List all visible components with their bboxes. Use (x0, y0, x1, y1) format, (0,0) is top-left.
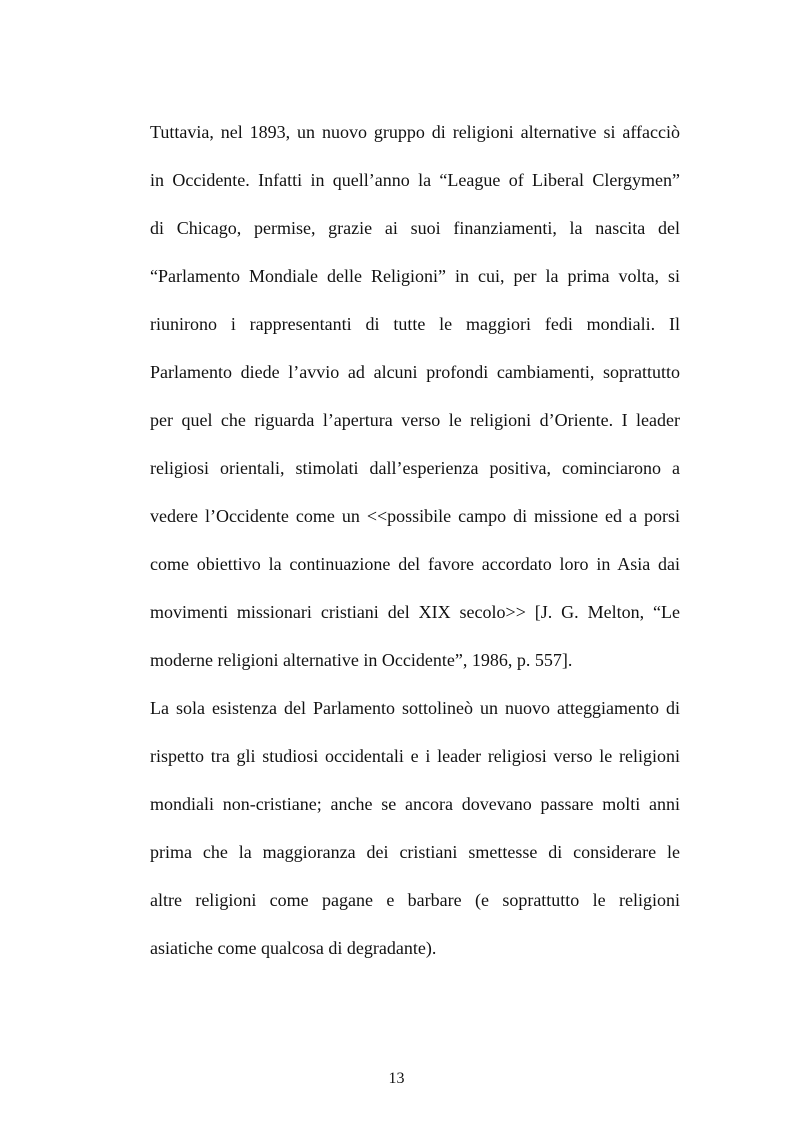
text-line: altre religioni come pagane e barbare (e soprattutto le religioni (150, 890, 680, 910)
text-line: La sola esistenza del Parlamento sottolineò un nuovo atteggiamento di (150, 698, 680, 718)
text-line: riunirono i rappresentanti di tutte le maggiori fedi mondiali. Il (150, 314, 680, 334)
text-line: moderne religioni alternative in Occidente”, 1986, p. 557]. (150, 650, 573, 670)
text-line: per quel che riguarda l’apertura verso le religioni d’Oriente. I leader (150, 410, 680, 430)
text-line: di Chicago, permise, grazie ai suoi finanziamenti, la nascita del (150, 218, 680, 238)
text-line: Parlamento diede l’avvio ad alcuni profondi cambiamenti, soprattutto (150, 362, 680, 382)
text-line: Tuttavia, nel 1893, un nuovo gruppo di religioni alternative si affacciò (150, 122, 680, 142)
text-line: in Occidente. Infatti in quell’anno la “League of Liberal Clergymen” (150, 170, 680, 190)
text-line: religiosi orientali, stimolati dall’esperienza positiva, cominciarono a (150, 458, 680, 478)
text-line: come obiettivo la continuazione del favore accordato loro in Asia dai (150, 554, 680, 574)
text-line: asiatiche come qualcosa di degradante). (150, 938, 437, 958)
text-line: prima che la maggioranza dei cristiani smettesse di considerare le (150, 842, 680, 862)
text-line: mondiali non-cristiane; anche se ancora dovevano passare molti anni (150, 794, 680, 814)
text-line: movimenti missionari cristiani del XIX secolo>> [J. G. Melton, “Le (150, 602, 680, 622)
text-line: “Parlamento Mondiale delle Religioni” in cui, per la prima volta, si (150, 266, 680, 286)
text-line: vedere l’Occidente come un <<possibile campo di missione ed a porsi (150, 506, 680, 526)
text-line: rispetto tra gli studiosi occidentali e i leader religiosi verso le religioni (150, 746, 680, 766)
page-number: 13 (388, 1070, 405, 1087)
